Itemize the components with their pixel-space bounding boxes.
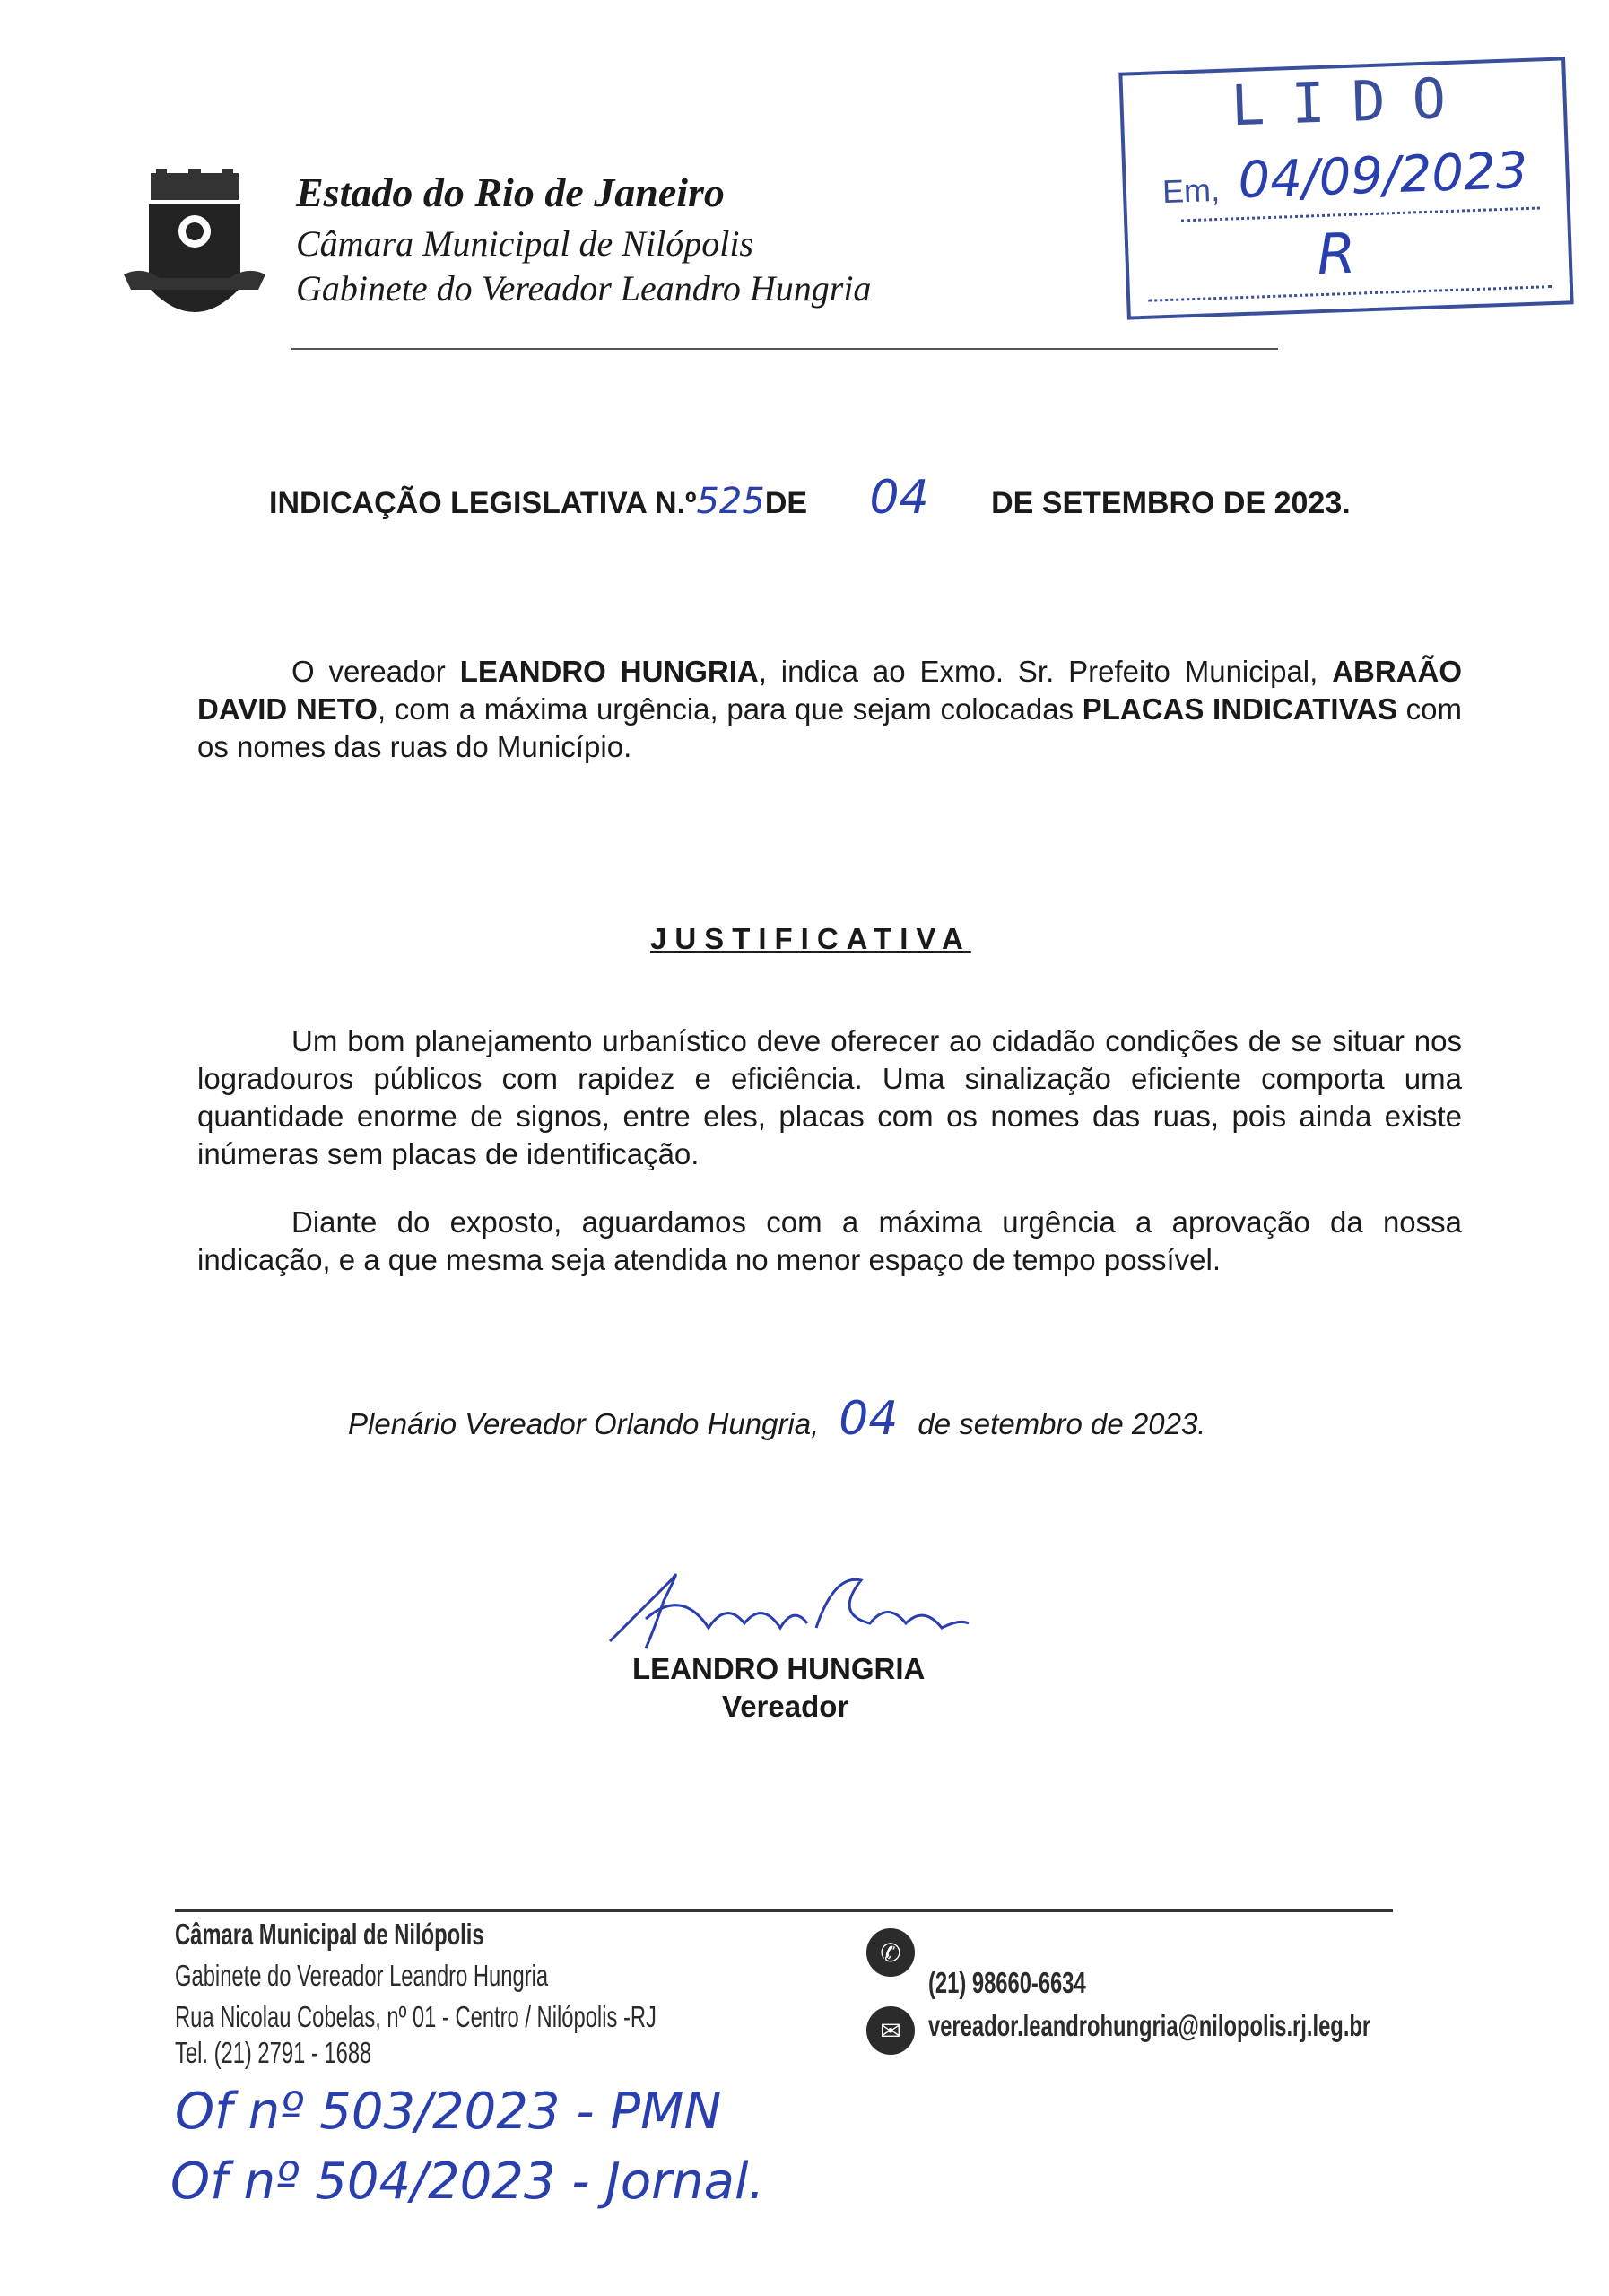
mayor-name: ABRAÃO DAVID NETO <box>197 655 1463 726</box>
stamp-date: 04/09/2023 <box>1237 141 1529 211</box>
text: Diante do exposto, aguardamos com a máxima urgência a aprovação da nossa indicação, e a que mesma seja atendida no menor espaço de tempo possível. <box>197 1205 1462 1276</box>
footer-phone: Tel. (21) 2791 - 1688 <box>175 2036 372 2069</box>
place-date: de setembro de 2023. <box>918 1407 1206 1440</box>
justification-heading: JUSTIFICATIVA <box>650 922 971 955</box>
whatsapp-icon: ✆ <box>866 1928 915 1977</box>
subject: PLACAS INDICATIVAS <box>1082 692 1397 726</box>
envelope-icon: ✉ <box>866 2006 915 2055</box>
handwritten-note: Of nº 504/2023 - Jornal. <box>170 2152 765 2211</box>
title-number: 525 <box>696 481 765 522</box>
stamp-label: LIDO <box>1230 65 1474 139</box>
footer-chamber: Câmara Municipal de Nilópolis <box>175 1918 484 1951</box>
document-title <box>269 471 1351 525</box>
indication-paragraph <box>197 653 1462 766</box>
handwritten-signature <box>601 1561 978 1655</box>
read-stamp <box>1118 57 1573 319</box>
footer-office: Gabinete do Vereador Leandro Hungria <box>175 1959 549 1992</box>
text: com os nomes das ruas do Município. <box>197 692 1462 763</box>
place-day: 04 <box>839 1392 899 1446</box>
title-de: DE <box>764 486 808 520</box>
header-divider <box>291 348 1278 350</box>
city-coat-of-arms-logo <box>124 169 265 326</box>
text: Um bom planejamento urbanístico deve oferecer ao cidadão condições de se situar nos logradouros públicos com rapidez e eficiência. Uma sinalização eficiente comporta uma quantidade enorme de signos, entre eles, placas com os nomes das ruas, pois ainda existe inúmeras sem placas de identificação. <box>197 1024 1462 1170</box>
title-day: 04 <box>869 471 929 525</box>
stamp-dotted-line <box>1181 206 1540 222</box>
header-chamber: Câmara Municipal de Nilópolis <box>296 223 753 264</box>
justification-paragraph <box>197 1022 1462 1173</box>
place: Plenário Vereador Orlando Hungria, <box>348 1407 820 1440</box>
header-state: Estado do Rio de Janeiro <box>296 170 725 215</box>
text: , com a máxima urgência, para que sejam colocadas <box>377 692 1083 726</box>
signatory-role: Vereador <box>722 1690 849 1723</box>
header-office: Gabinete do Vereador Leandro Hungria <box>296 268 872 309</box>
signatory-name: LEANDRO HUNGRIA <box>632 1652 926 1685</box>
footer-address: Rua Nicolau Cobelas, nº 01 - Centro / Nilópolis -RJ <box>175 2000 657 2033</box>
stamp-initial: R <box>1316 220 1357 288</box>
stamp-em-label: Em, <box>1161 170 1221 211</box>
stamp-dotted-line <box>1148 285 1552 302</box>
email-address: vereador.leandrohungria@nilopolis.rj.leg.br <box>928 2009 1371 2042</box>
whatsapp-number: (21) 98660-6634 <box>928 1966 1086 1999</box>
text: , indica ao Exmo. Sr. Prefeito Municipal, <box>758 655 1333 688</box>
conclusion-paragraph <box>197 1204 1462 1279</box>
title-suffix: DE SETEMBRO DE 2023. <box>991 486 1351 520</box>
handwritten-note: Of nº 503/2023 - PMN <box>175 2083 722 2141</box>
place-date-line <box>348 1392 1205 1446</box>
footer-divider <box>175 1909 1393 1912</box>
title-prefix: INDICAÇÃO LEGISLATIVA N.º <box>269 486 697 520</box>
text: O vereador <box>291 655 460 688</box>
councilor-name: LEANDRO HUNGRIA <box>459 655 759 688</box>
